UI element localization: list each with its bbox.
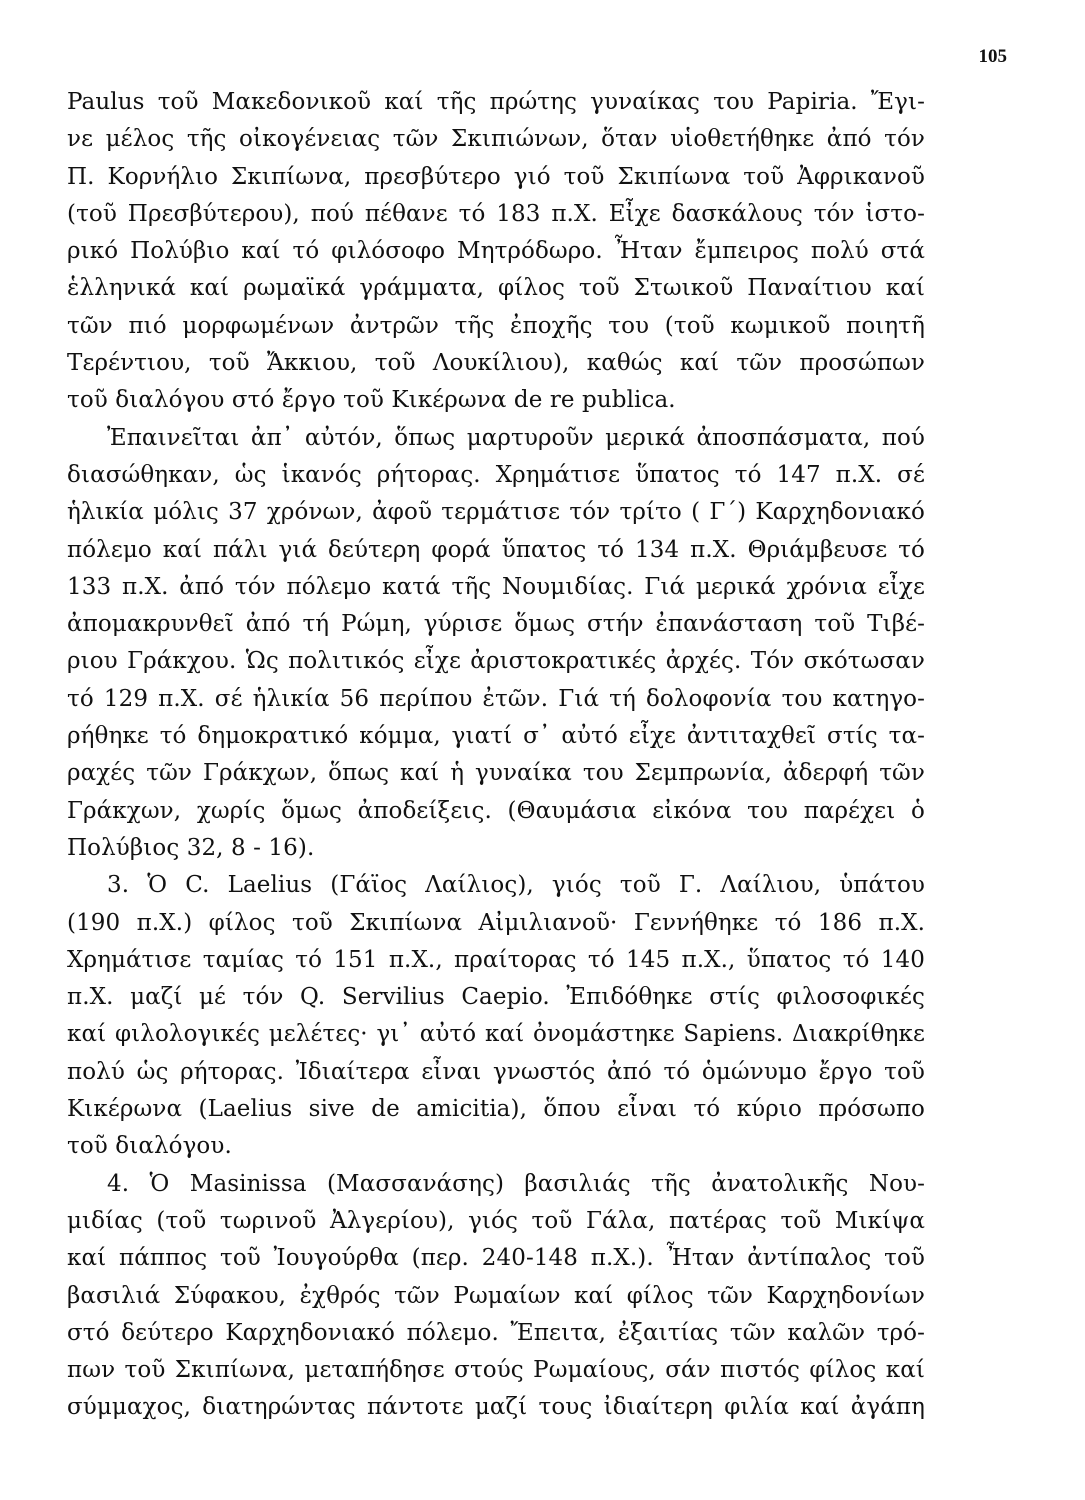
text-line: καί φιλολογικές μελέτες· γι᾽ αὐτό καί ὀνομάστηκε Sapiens. Διακρίθηκε [67,1021,925,1048]
text-line: 133 π.Χ. ἀπό τόν πόλεμο κατά τῆς Νουμιδίας. Γιά μερικά χρόνια εἶχε [67,573,925,600]
page-number: 105 [978,46,1007,67]
text-line: καί πάππος τοῦ Ἰουγούρθα (περ. 240-148 π.Χ.). Ἦταν ἀντίπαλος τοῦ [67,1245,925,1272]
paragraph-end-line: τοῦ διαλόγου. [67,1133,232,1160]
text-line: ἑλληνικά καί ρωμαϊκά γράμματα, φίλος τοῦ Στωικοῦ Παναίτιου καί [67,275,925,302]
paragraph-end-line: τοῦ διαλόγου στό ἔργο τοῦ Κικέρωνα de re publica. [67,387,676,414]
text-line: μιδίας (τοῦ τωρινοῦ Ἀλγερίου), γιός τοῦ Γάλα, πατέρας τοῦ Μικίψα [67,1207,925,1234]
text-line: διασώθηκαν, ὡς ἱκανός ρήτορας. Χρημάτισε ὕπατος τό 147 π.Χ. σέ [67,461,925,488]
text-line: ἀπομακρυνθεῖ ἀπό τή Ρώμη, γύρισε ὅμως στήν ἐπανάσταση τοῦ Τιβέ- [67,611,925,638]
footnote-4-start-line: 4. Ὁ Masinissa (Μασσανάσης) βασιλιάς τῆς ἀνατολικῆς Νου- [107,1170,925,1197]
text-line: πων τοῦ Σκιπίωνα, μεταπήδησε στούς Ρωμαίους, σάν πιστός φίλος καί [67,1357,925,1384]
text-line: πόλεμο καί πάλι γιά δεύτερη φορά ὕπατος τό 134 π.Χ. Θριάμβευσε τό [67,536,925,563]
text-line: Τερέντιου, τοῦ Ἄκκιου, τοῦ Λουκίλιου), καθώς καί τῶν προσώπων [67,350,925,377]
text-line: βασιλιά Σύφακου, ἐχθρός τῶν Ρωμαίων καί φίλος τῶν Καρχηδονίων [67,1282,925,1309]
text-line: τῶν πιό μορφωμένων ἀντρῶν τῆς ἐποχῆς του (τοῦ κωμικοῦ ποιητῆ [67,312,925,339]
text-line: (τοῦ Πρεσβύτερου), πού πέθανε τό 183 π.Χ. Εἶχε δασκάλους τόν ἱστο- [67,200,925,227]
text-line: στό δεύτερο Καρχηδονιακό πόλεμο. Ἔπειτα, ἐξαιτίας τῶν καλῶν τρό- [67,1319,925,1346]
text-line: ριου Γράκχου. Ὡς πολιτικός εἶχε ἀριστοκρατικές ἀρχές. Τόν σκότωσαν [67,648,925,675]
text-line: π.Χ. μαζί μέ τόν Q. Servilius Caepio. Ἐπιδόθηκε στίς φιλοσοφικές [67,984,925,1011]
text-line: Κικέρωνα (Laelius sive de amicitia), ὅπου εἶναι τό κύριο πρόσωπο [67,1096,925,1123]
text-line: τό 129 π.Χ. σέ ἡλικία 56 περίπου ἐτῶν. Γιά τή δολοφονία του κατηγο- [67,685,925,712]
text-line: ρήθηκε τό δημοκρατικό κόμμα, γιατί σ᾽ αὐτό εἶχε ἀντιταχθεῖ στίς τα- [67,723,925,750]
footnote-3-start-line: 3. Ὁ C. Laelius (Γάϊος Λαίλιος), γιός τοῦ Γ. Λαίλιου, ὑπάτου [107,872,925,899]
text-line: (190 π.Χ.) φίλος τοῦ Σκιπίωνα Αἰμιλιανοῦ· Γεννήθηκε τό 186 π.Χ. [67,909,925,936]
text-line: Χρημάτισε ταμίας τό 151 π.Χ., πραίτορας τό 145 π.Χ., ὕπατος τό 140 [67,946,925,973]
text-line: ρικό Πολύβιο καί τό φιλόσοφο Μητρόδωρο. Ἦταν ἔμπειρος πολύ στά [67,238,925,265]
paragraph-start-line: Ἐπαινεῖται ἀπ᾽ αὐτόν, ὅπως μαρτυροῦν μερικά ἀποσπάσματα, πού [107,424,925,451]
text-line: Π. Κορνήλιο Σκιπίωνα, πρεσβύτερο γιό τοῦ Σκιπίωνα τοῦ Ἀφρικανοῦ [67,163,925,190]
body-text [67,84,925,1427]
paragraph-end-line: Πολύβιος 32, 8 - 16). [67,834,315,861]
text-line: νε μέλος τῆς οἰκογένειας τῶν Σκιπιώνων, ὅταν υἱοθετήθηκε ἀπό τόν [67,126,925,153]
text-line: ἡλικία μόλις 37 χρόνων, ἀφοῦ τερμάτισε τόν τρίτο ( Γ΄) Καρχηδονιακό [67,499,925,526]
text-line: Γράκχων, χωρίς ὅμως ἀποδείξεις. (Θαυμάσια εἰκόνα του παρέχει ὁ [67,797,925,824]
text-line: σύμμαχος, διατηρώντας πάντοτε μαζί τους ἰδιαίτερη φιλία καί ἀγάπη [67,1394,925,1421]
text-line: Paulus τοῦ Μακεδονικοῦ καί τῆς πρώτης γυναίκας του Papiria. Ἔγι- [67,89,925,115]
text-line: ραχές τῶν Γράκχων, ὅπως καί ἡ γυναίκα του Σεμπρωνία, ἀδερφή τῶν [67,760,925,787]
text-line: πολύ ὡς ρήτορας. Ἰδιαίτερα εἶναι γνωστός ἀπό τό ὁμώνυμο ἔργο τοῦ [67,1058,925,1085]
